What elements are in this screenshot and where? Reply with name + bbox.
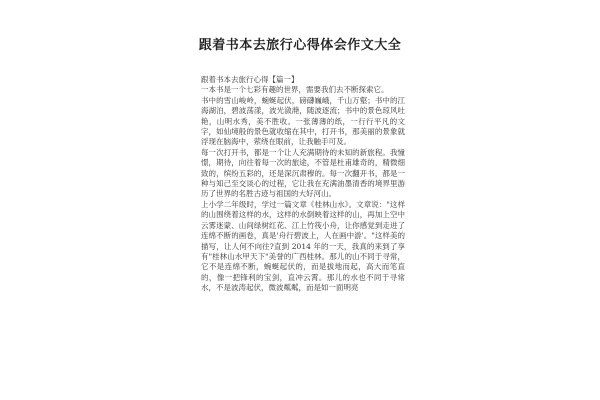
document-title: 跟着书本去旅行心得体会作文大全 — [198, 38, 402, 53]
document-body — [201, 75, 405, 294]
paragraph: 每一次打开书，都是一个让人充满期待的未知的新旅程。我憧憬，期待，向往着每一次的旅途，不管是杜甫雄奇的，精微细致的，缤纷五彩的，还是深沉肃穆的。每一次翻开书，都是一种与知己至交谈心的过程，它让我在充满油墨清香的境界里游历了世界的名胜古迹与祖国的大好河山。 — [201, 147, 405, 199]
paragraph: 上小学二年级时，学过一篇文章《桂林山水》。文章说："这样的山围绕着这样的水，这样的水倒映着这样的山，再加上空中云雾迷蒙、山间绿树红花、江上竹筏小舟，让你感觉到走进了连绵不断的画卷，真是'舟行碧波上，人在画中游'。"这样美的描写，让人何不向往?直到 2014 年的一天，我真的来到了享有"桂林山水甲天下"美誉的广西桂林。那儿的山不同于寻常，它不是连绵不断，蜿蜒起伏的，而是拔地而起，高大而笔直的，像一把锋利的宝剑，直冲云霄。那儿的水也不同于寻常水，不是波涛起伏，微波粼粼，而是如一面明亮 — [201, 199, 405, 293]
paragraph: 书中的雪山峻岭，蜿蜒起伏，磅礴巍峨，千山万壑；书中的江海湖泊，碧波荡漾，波光潋滟，随波逐流；书中的景色琼风吐艳，山明水秀，美不胜收。一张薄薄的纸，一行行平凡的文字，如仙境般的景色就收缩在其中，打开书，那美丽的景象就浮现在脑海中，萦绕在眼前，让我触手可及。 — [201, 95, 405, 147]
paragraph: 一本书是一个七彩有趣的世界，需要我们去不断探索它。 — [201, 85, 389, 95]
section-subtitle: 跟着书本去旅行心得【篇一】 — [201, 75, 299, 84]
